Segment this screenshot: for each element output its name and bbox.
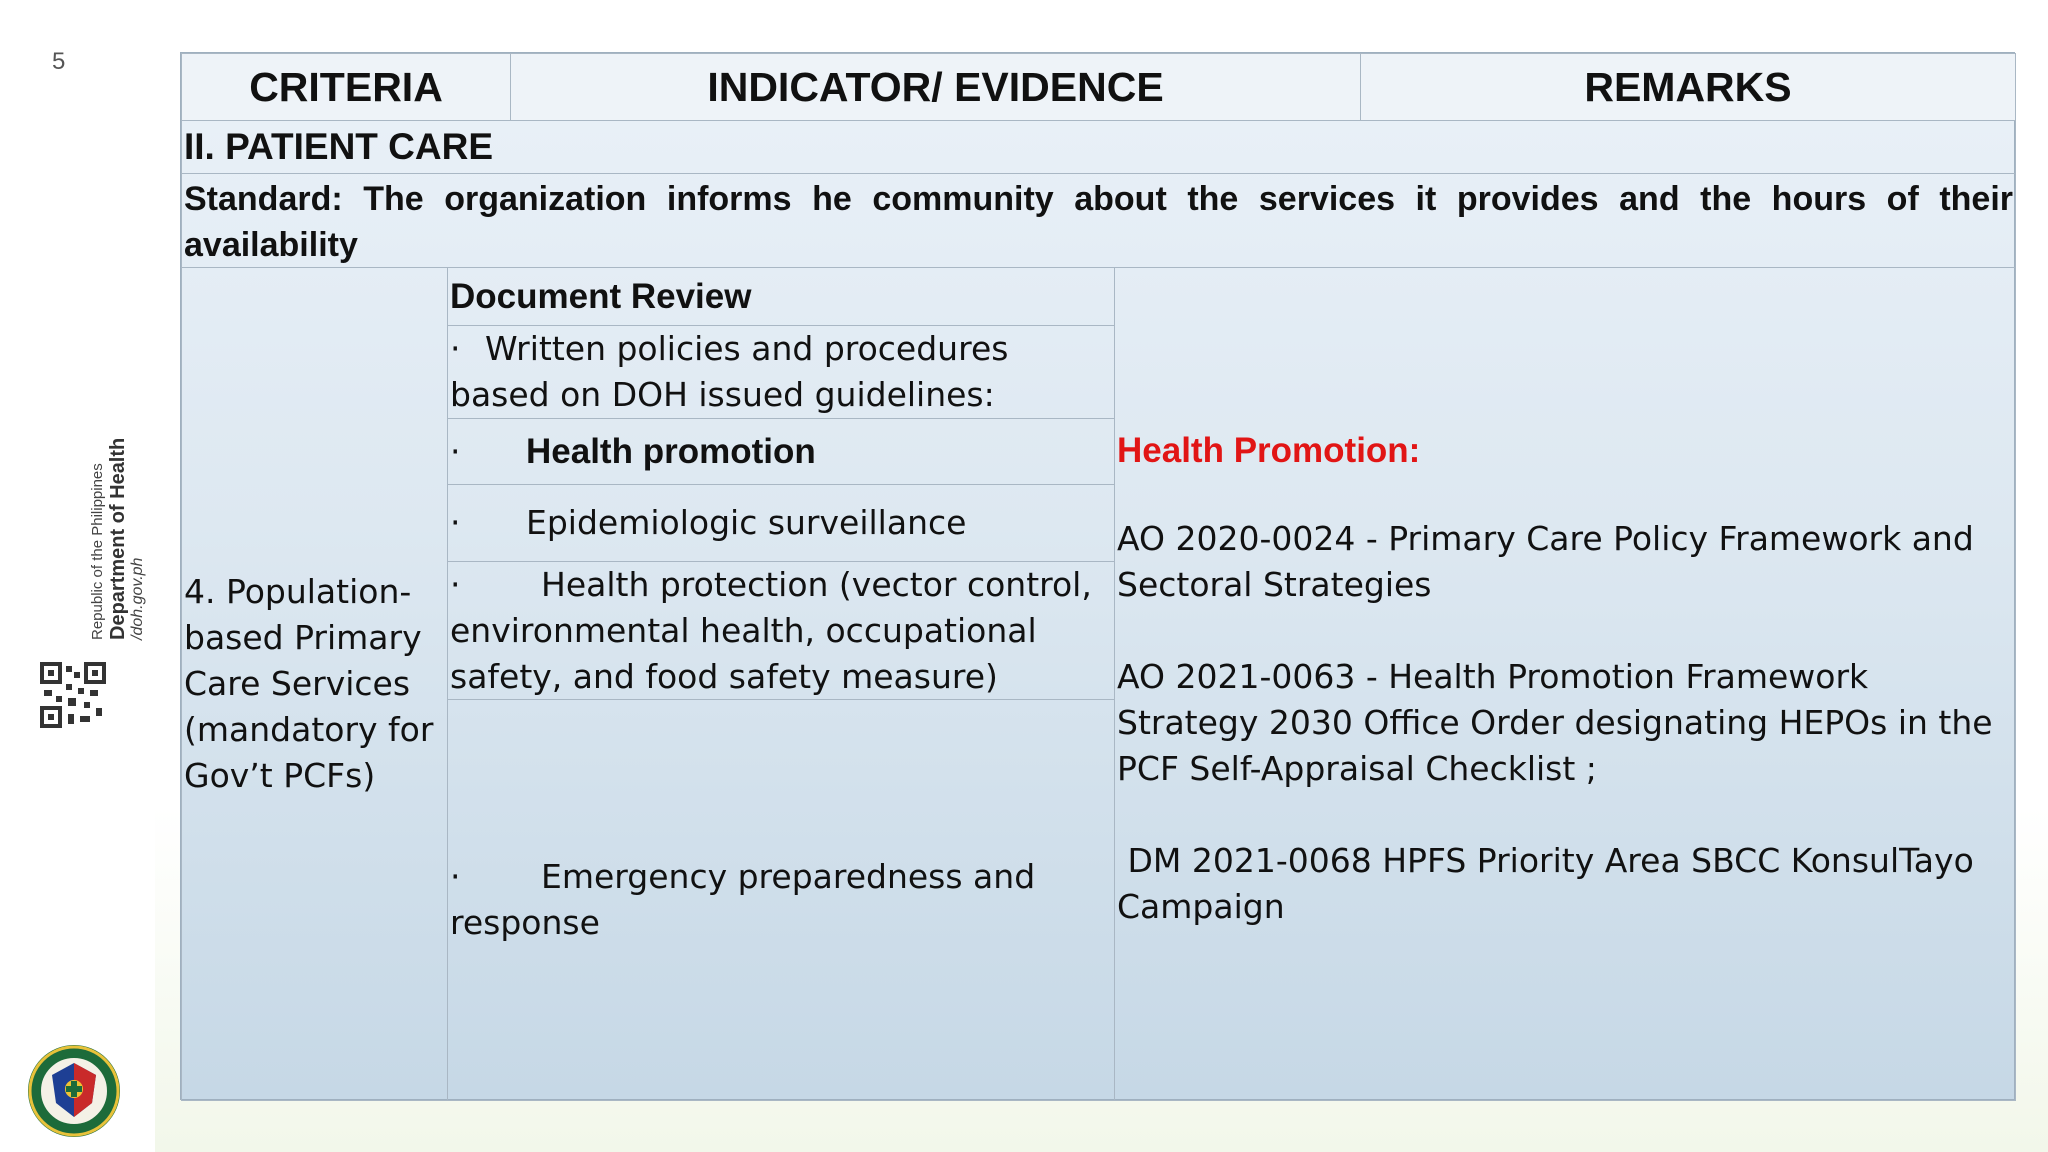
page-number: 5	[52, 48, 66, 75]
doh-brand-text	[88, 438, 148, 640]
criteria-text: 4. Population-based Primary Care Services (mandatory for Gov’t PCFs)	[184, 572, 434, 795]
qr-code-icon	[40, 662, 106, 728]
item-text: Epidemiologic surveillance	[526, 503, 967, 542]
remarks-paragraph: AO 2021-0063 - Health Promotion Framework Strategy 2030 Office Order designating HEPOs in the PCF Self-Appraisal Checklist ;	[1117, 657, 1993, 788]
item-bullet: ·	[450, 565, 461, 604]
remarks-paragraph: AO 2020-0024 - Primary Care Policy Framework and Sectoral Strategies	[1117, 519, 1974, 604]
indicator-item-health-promotion	[447, 418, 1115, 485]
criteria-cell	[181, 267, 448, 1101]
header-remarks: REMARKS	[1360, 53, 2016, 121]
item-text: Health protection (vector control, environmental health, occupational safety, and food safety measure)	[450, 565, 1092, 696]
indicator-item-epidemiologic	[447, 484, 1115, 562]
header-indicator-evidence: INDICATOR/ EVIDENCE	[510, 53, 1361, 121]
remarks-paragraph: DM 2021-0068 HPFS Priority Area SBCC KonsulTayo Campaign	[1117, 841, 1985, 926]
item-text: Emergency preparedness and response	[450, 857, 1036, 942]
indicator-item-emergency	[447, 699, 1115, 1101]
standard-statement: Standard: The organization informs he community about the services it provides and the hours of their availability	[181, 173, 2016, 268]
item-bullet: ·	[450, 431, 461, 471]
item-bullet: ·	[450, 503, 461, 542]
brand-department: Department of Health	[107, 437, 129, 640]
intro-text: Written policies and procedures based on DOH issued guidelines:	[450, 329, 1009, 414]
doh-seal-icon	[26, 1043, 122, 1139]
document-review-cell	[447, 267, 1115, 326]
brand-url: /doh.gov.ph	[129, 557, 146, 640]
document-review-heading: Document Review	[450, 276, 752, 316]
section-title: II. PATIENT CARE	[181, 120, 2016, 174]
remarks-heading: Health Promotion:	[1117, 431, 1421, 470]
criteria-table	[180, 52, 2015, 1100]
remarks-cell	[1114, 267, 2016, 1101]
item-text: Health promotion	[526, 431, 816, 471]
brand-republic: Republic of the Philippines	[89, 463, 106, 640]
indicator-item-health-protection	[447, 561, 1115, 700]
intro-bullet: ·	[450, 329, 461, 368]
item-bullet: ·	[450, 857, 461, 896]
header-criteria: CRITERIA	[181, 53, 511, 121]
indicator-intro-cell	[447, 325, 1115, 419]
